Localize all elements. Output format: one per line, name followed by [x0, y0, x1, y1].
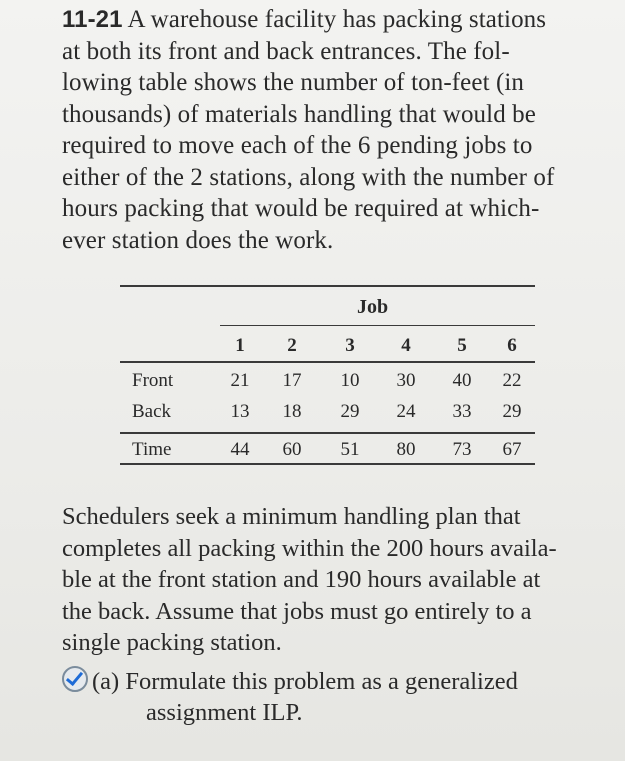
cell-time-1: 44: [230, 439, 250, 460]
paragraph-line-5: single packing station.: [62, 629, 282, 656]
table-bottom-rule: [120, 463, 535, 465]
job-header-3: 3: [345, 335, 355, 356]
problem-statement: [62, 4, 610, 256]
problem-line-2: at both its front and back entrances. The fol-: [62, 37, 510, 65]
row-label-back: Back: [132, 401, 172, 422]
cell-front-4: 30: [396, 370, 416, 391]
paragraph-line-3: ble at the front station and 190 hours available at: [62, 566, 541, 593]
problem-line-3: lowing table shows the number of ton-feet (in: [62, 69, 525, 96]
cell-front-3: 10: [340, 370, 360, 391]
job-header-2: 2: [287, 335, 297, 356]
job-header-rule: [220, 325, 535, 326]
part-a-line-2: assignment ILP.: [146, 699, 303, 726]
problem-line-5: required to move each of the 6 pending jobs to: [62, 132, 533, 159]
cell-time-6: 67: [502, 439, 522, 460]
problem-line-8: ever station does the work.: [62, 226, 334, 254]
job-header-6: 6: [507, 335, 517, 356]
part-a-line-1: [62, 666, 610, 697]
cell-front-1: 21: [230, 370, 250, 391]
job-header-4: 4: [401, 335, 411, 356]
cell-time-3: 51: [340, 439, 360, 460]
cell-back-1: 13: [230, 401, 250, 422]
part-a: [62, 666, 610, 728]
cell-back-3: 29: [340, 401, 360, 422]
problem-line-6: either of the 2 stations, along with the number of: [62, 163, 555, 191]
problem-text: A warehouse facility has packing stations: [122, 6, 547, 33]
job-group-header: Job: [357, 296, 389, 318]
cell-time-5: 73: [452, 439, 472, 460]
paragraph-line-4: the back. Assume that jobs must go entirely to a: [62, 597, 532, 625]
time-top-rule: [120, 432, 535, 434]
constraint-paragraph: [62, 501, 610, 659]
cell-front-5: 40: [452, 370, 472, 391]
job-header-5: 5: [457, 335, 467, 356]
row-label-front: Front: [132, 370, 174, 391]
cell-back-6: 29: [502, 401, 522, 422]
cell-front-6: 22: [502, 370, 522, 391]
checkmark-circle-icon[interactable]: [62, 666, 88, 692]
job-table: [120, 285, 535, 465]
cell-back-5: 33: [452, 401, 472, 422]
cell-back-2: 18: [282, 401, 302, 422]
cell-back-4: 24: [396, 401, 416, 422]
problem-line-1: [62, 4, 610, 36]
problem-line-4: thousands) of materials handling that would be: [62, 100, 536, 128]
problem-number: 11-21: [62, 6, 123, 33]
problem-line-7: hours packing that would be required at which-: [62, 195, 540, 222]
job-header-1: 1: [235, 335, 245, 356]
cell-front-2: 17: [282, 370, 302, 391]
row-label-time: Time: [132, 439, 172, 460]
cell-time-4: 80: [396, 439, 416, 460]
cell-time-2: 60: [282, 439, 302, 460]
table-top-rule: [120, 285, 535, 287]
part-a-text: (a) Formulate this problem as a generalized: [92, 668, 518, 695]
header-bottom-rule: [120, 361, 535, 363]
paragraph-line-2: completes all packing within the 200 hours availa-: [62, 534, 557, 562]
paragraph-line-1: Schedulers seek a minimum handling plan that: [62, 503, 521, 530]
